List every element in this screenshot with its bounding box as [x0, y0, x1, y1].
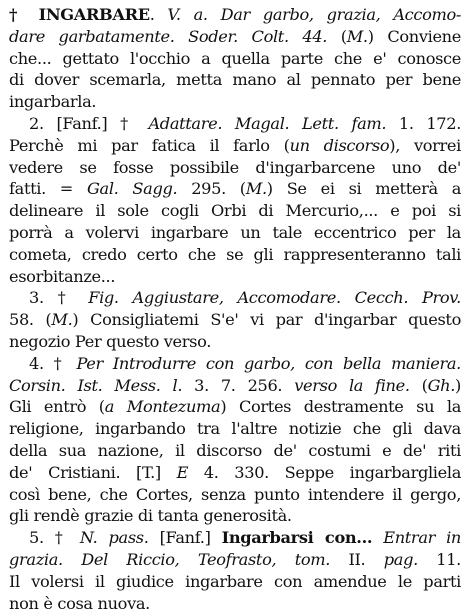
- italic-text: un discorso: [289, 135, 390, 155]
- dictionary-entry-ingarbare: [9, 4, 461, 614]
- italic-text: verso la fine.: [294, 375, 410, 395]
- text-run: ), vorrei: [389, 135, 461, 155]
- italic-text: a Montezuma: [104, 397, 221, 417]
- text-run: negozio Per questo verso.: [9, 331, 212, 351]
- entry-line: [9, 396, 461, 418]
- italic-text: M.: [51, 310, 73, 330]
- entry-line: [9, 113, 461, 135]
- entry-line: [9, 353, 461, 375]
- entry-line: [9, 4, 461, 26]
- text-run: non è cosa nuova.: [9, 593, 150, 613]
- text-run: [372, 528, 383, 547]
- entry-line: [9, 484, 461, 506]
- text-run: 4. †: [29, 353, 77, 373]
- text-run: II.: [330, 549, 384, 569]
- entry-line: [9, 157, 461, 179]
- text-run: religione, ingarbando tra l'altre notizie che gli dava: [9, 419, 461, 439]
- text-run: [Fanf.]: [148, 528, 222, 548]
- text-run: 4. 330. Seppe ingarbargliela: [188, 462, 461, 482]
- entry-line: [9, 200, 461, 222]
- italic-text: Gal. Sagg.: [86, 179, 178, 199]
- text-run: che... gettato l'occhio a quella parte che e' conosce: [9, 48, 461, 68]
- italic-text: Adattare. Magal. Lett. fam.: [148, 113, 387, 133]
- entry-line: [9, 375, 461, 397]
- text-run: cometa, credo certo che se gli rappresenteranno tali: [9, 244, 461, 264]
- entry-line: [9, 135, 461, 157]
- text-run: della sua nazione, il discorso de' costumi e de' riti: [9, 440, 461, 460]
- text-run: così bene, che Cortes, senza punto intendere il gergo,: [9, 484, 461, 504]
- entry-line: [9, 309, 461, 331]
- entry-line: [9, 571, 461, 593]
- entry-line: [9, 222, 461, 244]
- text-run: (: [409, 375, 428, 395]
- text-run: .: [149, 5, 168, 24]
- entry-line: [9, 266, 461, 288]
- text-run: di dover scemarla, metta mano al pennato per bene: [9, 70, 461, 90]
- text-run: (: [327, 26, 347, 46]
- bold-text: Ingarbarsi con...: [221, 528, 373, 548]
- text-run: 295. (: [177, 179, 246, 199]
- text-run: Perchè mi par fatica il farlo (: [9, 135, 290, 155]
- entry-line: [9, 178, 461, 200]
- text-run: de' Cristiani. [T.]: [9, 462, 177, 482]
- italic-text: M.: [245, 179, 267, 199]
- italic-text: E: [176, 462, 189, 482]
- italic-text: V. a. Dar garbo, grazia, Accomo-: [167, 5, 461, 24]
- text-run: Gli entrò (: [9, 397, 105, 417]
- text-run: 2. [Fanf.] †: [29, 113, 149, 133]
- text-run: delineare il sole cogli Orbi di Mercurio,... e poi si: [9, 201, 461, 221]
- entry-line: [9, 505, 461, 527]
- italic-text: dare garbatamente. Soder. Colt. 44.: [9, 26, 328, 46]
- italic-text: grazia. Del Riccio, Teofrasto, tom.: [9, 549, 331, 569]
- entry-line: [9, 287, 461, 309]
- text-run: 1. 172.: [386, 113, 461, 133]
- text-run: ) Consigliatemi S'e' vi par d'ingarbar questo: [72, 310, 461, 330]
- text-run: ): [455, 375, 461, 395]
- text-run: ) Conviene: [367, 26, 461, 46]
- italic-text: Corsin. Ist. Mess. l.: [9, 375, 183, 395]
- text-run: 3. 7. 256.: [182, 375, 295, 395]
- entry-line: [9, 440, 461, 462]
- italic-text: Fig. Aggiustare, Accomodare. Cecch. Prov.: [88, 288, 461, 308]
- text-run: porrà a volervi ingarbare un tale eccentrico per la: [9, 222, 461, 242]
- text-run: 5. †: [29, 528, 80, 548]
- entry-line: [9, 462, 461, 484]
- text-run: fatti. =: [9, 179, 87, 199]
- text-run: ingarbarla.: [9, 92, 97, 112]
- text-run: 3. †: [29, 288, 89, 308]
- text-run: ) Cortes destramente su la: [220, 397, 461, 417]
- italic-text: Gh.: [427, 375, 456, 395]
- entry-line: [9, 527, 461, 549]
- italic-text: pag.: [383, 549, 418, 569]
- italic-text: N. pass.: [79, 528, 149, 548]
- entry-line: [9, 418, 461, 440]
- bold-text: † INGARBARE: [9, 5, 150, 24]
- entry-line: [9, 549, 461, 571]
- italic-text: Per Introdurre con garbo, con bella maniera.: [76, 353, 461, 373]
- entry-line: [9, 26, 461, 48]
- text-run: ) Se ei si metterà a: [266, 179, 461, 199]
- entry-line: [9, 69, 461, 91]
- entry-line: [9, 331, 461, 353]
- italic-text: M.: [346, 26, 368, 46]
- text-run: vedere se fosse possibile d'ingarbarcene uno de': [9, 157, 461, 177]
- text-run: 58. (: [9, 310, 52, 330]
- text-run: gli rendè grazie di tanta generosità.: [9, 506, 292, 526]
- text-run: 11.: [417, 549, 461, 569]
- entry-line: [9, 91, 461, 113]
- text-run: esorbitanze...: [9, 266, 116, 286]
- italic-text: Entrar in: [383, 528, 461, 548]
- entry-line: [9, 244, 461, 266]
- entry-line: [9, 593, 461, 614]
- text-run: Il volersi il giudice ingarbare con amendue le parti: [9, 571, 461, 591]
- entry-line: [9, 48, 461, 70]
